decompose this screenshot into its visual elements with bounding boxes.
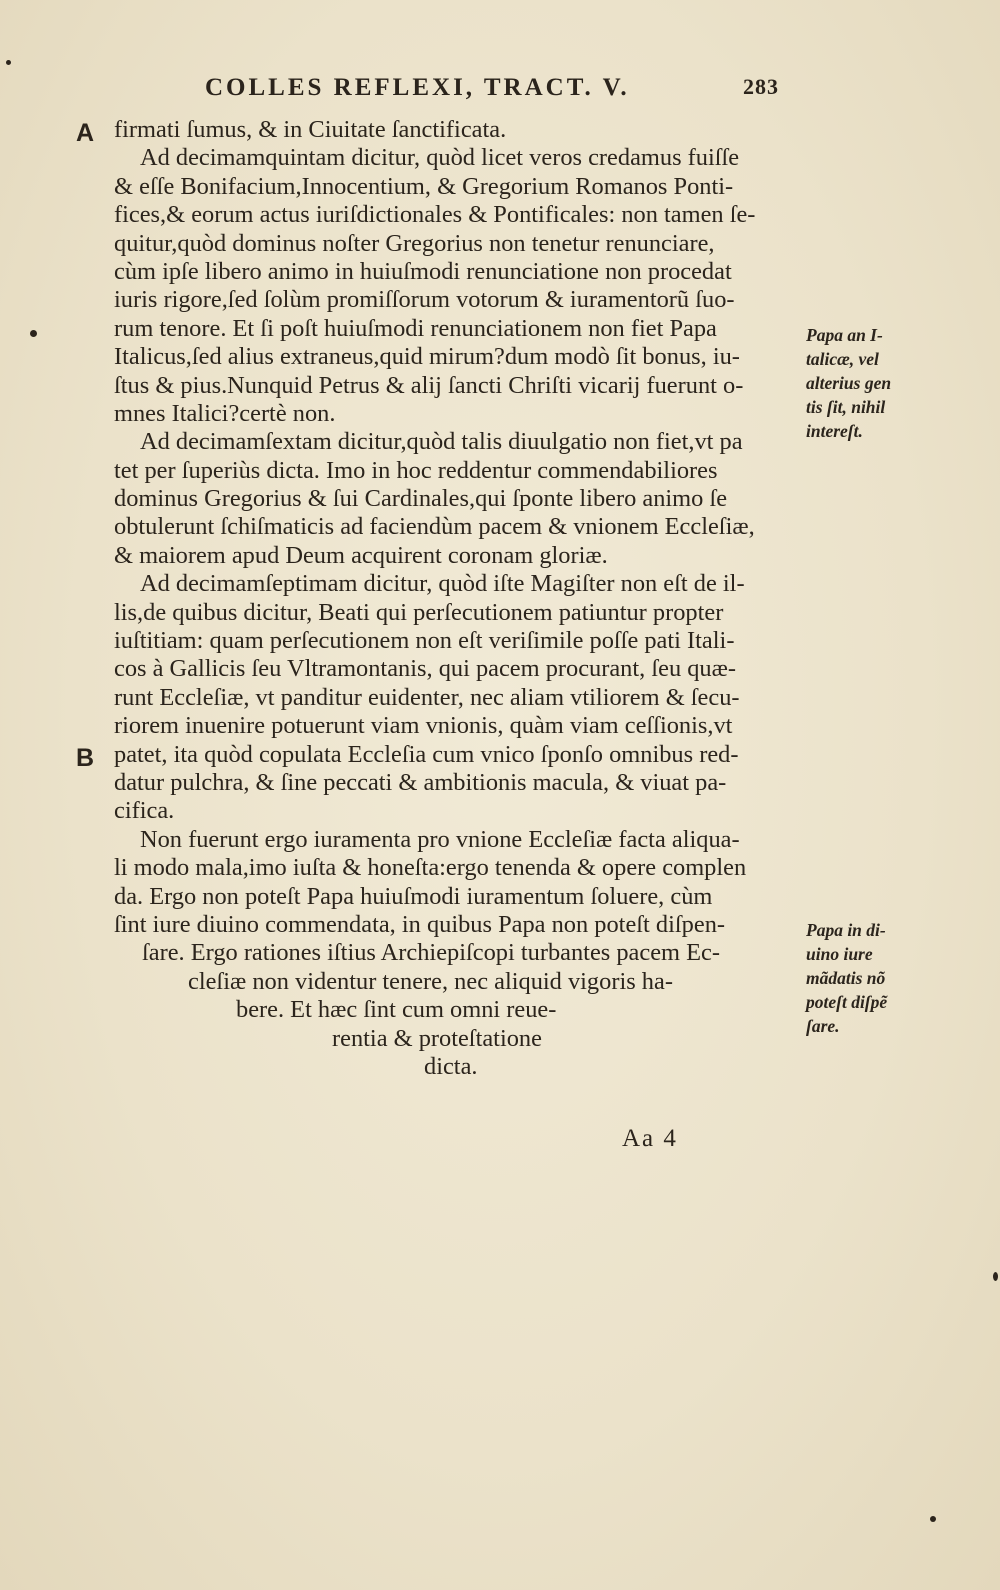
- text-line: riorem inuenire potuerunt viam vnionis, quàm viam ceſſionis,vt: [114, 712, 733, 740]
- page-number: 283: [743, 74, 779, 99]
- text-line: Ad decimamquintam dicitur, quòd licet veros credamus fuiſſe: [140, 144, 740, 172]
- marginal-note-line: ſare.: [806, 1016, 840, 1036]
- text-line: mnes Italici?certè non.: [114, 399, 336, 427]
- marginal-note-line: Papa in di-: [806, 920, 886, 940]
- text-line: li modo mala,imo iuſta & honeſta:ergo tenenda & opere complen: [114, 854, 747, 882]
- marginal-note-line: intereſt.: [806, 421, 863, 441]
- main-text-block: [114, 116, 804, 1081]
- text-line: cùm ipſe libero animo in huiuſmodi renunciatione non procedat: [114, 257, 732, 285]
- section-mark-b: B: [76, 744, 95, 772]
- text-line: & maiorem apud Deum acquirent coronam gloriæ.: [114, 541, 608, 569]
- signature-catchword: Aa 4: [622, 1125, 678, 1152]
- ink-speck: [6, 60, 11, 65]
- text-line: Ad decimamſeptimam dicitur, quòd iſte Magiſter non eſt de il-: [140, 570, 745, 598]
- text-line: firmati ſumus, & in Ciuitate ſanctificata.: [114, 116, 507, 143]
- ink-speck: [30, 330, 37, 337]
- text-line: patet, ita quòd copulata Eccleſia cum vnico ſponſo omnibus red-: [114, 740, 739, 768]
- text-line: iuris rigore,ſed ſolùm promiſſorum votorum & iuramentorũ ſuo-: [114, 286, 735, 314]
- text-line: iuſtitiam: quam perſecutionem non eſt veriſimile poſſe pati Itali-: [114, 627, 735, 655]
- text-line: da. Ergo non poteſt Papa huiuſmodi iuramentum ſoluere, cùm: [114, 882, 713, 910]
- text-line: bere. Et hæc ſint cum omni reue-: [236, 996, 557, 1024]
- text-line: dicta.: [424, 1052, 478, 1080]
- text-line: quitur,quòd dominus noſter Gregorius non tenetur renunciare,: [114, 229, 715, 257]
- text-line: datur pulchra, & ſine peccati & ambitionis macula, & viuat pa-: [114, 768, 727, 796]
- running-header: [205, 74, 805, 110]
- text-line: ſare. Ergo rationes iſtius Archiepiſcopi turbantes pacem Ec-: [142, 939, 720, 967]
- marginal-note-papa-dispensare: [806, 918, 916, 1038]
- ink-speck: [993, 1272, 998, 1281]
- text-line: cifica.: [114, 797, 175, 825]
- marginal-note-line: Papa an I-: [806, 325, 883, 345]
- marginal-note-line: poteſt diſpẽ: [806, 992, 888, 1012]
- ink-speck: [930, 1516, 936, 1522]
- text-line: tet per ſuperiùs dicta. Imo in hoc reddentur commendabiliores: [114, 456, 718, 484]
- text-line: Non fuerunt ergo iuramenta pro vnione Eccleſiæ facta aliqua-: [140, 825, 740, 853]
- text-line: rum tenore. Et ſi poſt huiuſmodi renunciationem non fiet Papa: [114, 314, 717, 342]
- running-title: COLLES REFLEXI, TRACT. V.: [205, 74, 630, 101]
- text-line: lis,de quibus dicitur, Beati qui perſecutionem patiuntur propter: [114, 598, 724, 626]
- text-line: cos à Gallicis ſeu Vltramontanis, qui pacem procurant, ſeu quæ-: [114, 655, 737, 683]
- text-line: runt Eccleſiæ, vt panditur euidenter, nec aliam vtiliorem & ſecu-: [114, 683, 740, 711]
- text-line: Ad decimamſextam dicitur,quòd talis diuulgatio non fiet,vt pa: [140, 428, 743, 456]
- marginal-note-line: alterius gen: [806, 373, 892, 393]
- marginal-note-line: talicæ, vel: [806, 349, 879, 369]
- section-mark-a: A: [76, 119, 95, 147]
- text-line: cleſiæ non videntur tenere, nec aliquid vigoris ha-: [188, 967, 673, 995]
- marginal-note-line: tis ſit, nihil: [806, 397, 886, 417]
- text-line: & eſſe Bonifacium,Innocentium, & Gregorium Romanos Ponti-: [114, 172, 734, 200]
- text-line: fices,& eorum actus iuriſdictionales & Pontificales: non tamen ſe-: [114, 201, 756, 229]
- text-line: ſint iure diuino commendata, in quibus Papa non poteſt diſpen-: [114, 910, 726, 938]
- text-line: dominus Gregorius & ſui Cardinales,qui ſponte libero animo ſe: [114, 485, 728, 513]
- text-line: ſtus & pius.Nunquid Petrus & alij ſancti Chriſti vicarij fuerunt o-: [114, 371, 744, 399]
- text-line: rentia & proteſtatione: [332, 1024, 542, 1052]
- marginal-note-papa-italicus: [806, 323, 916, 443]
- marginal-note-line: mãdatis nõ: [806, 968, 886, 988]
- text-line: Italicus,ſed alius extraneus,quid mirum?dum modò ſit bonus, iu-: [114, 343, 740, 371]
- marginal-note-line: uino iure: [806, 944, 873, 964]
- text-line: obtulerunt ſchiſmaticis ad faciendùm pacem & vnionem Eccleſiæ,: [114, 513, 755, 541]
